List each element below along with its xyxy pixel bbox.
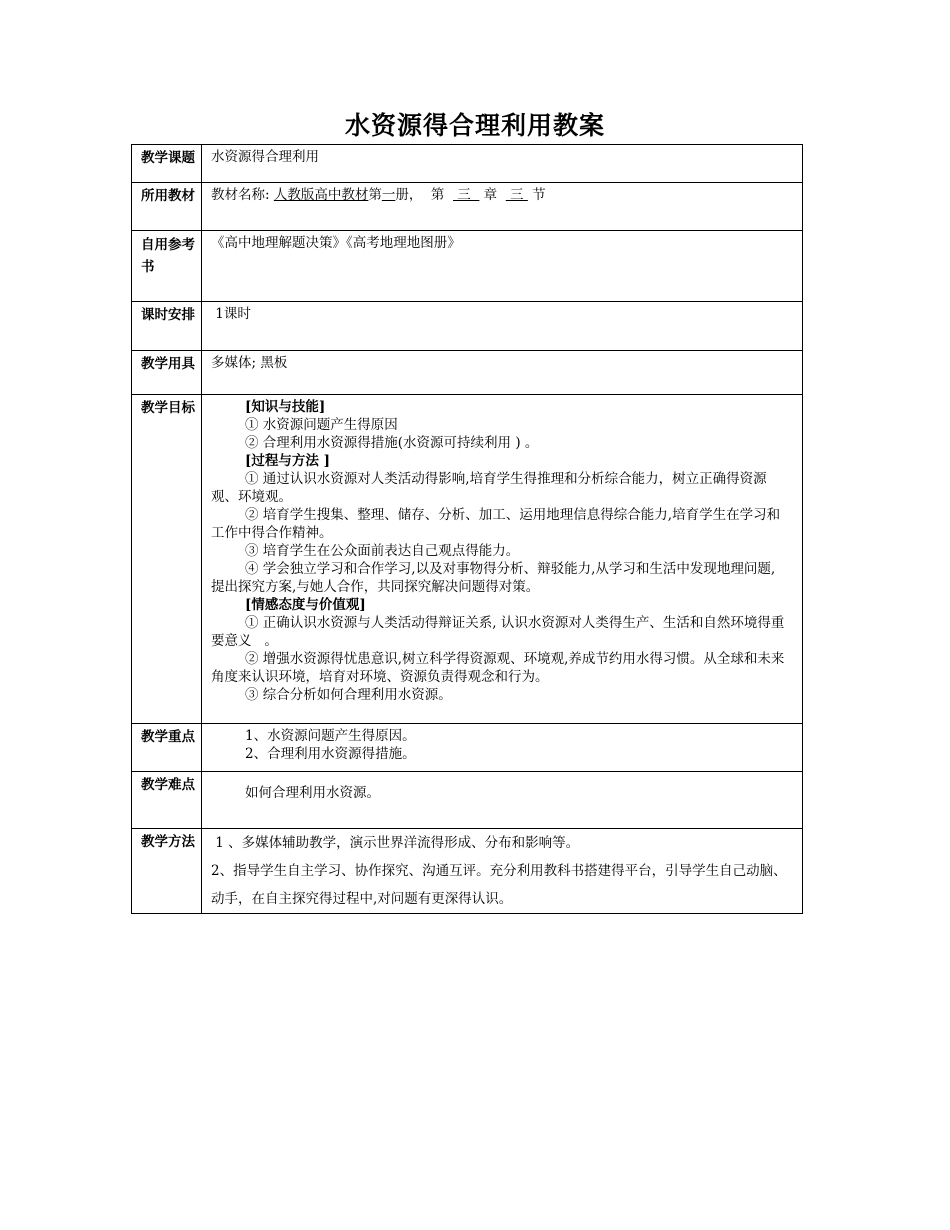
objectives-heading-process: [过程与方法 ] — [245, 453, 330, 469]
keypoint-2: 2、合理利用水资源得措施。 — [245, 746, 416, 762]
method-1: 1 、多媒体辅助教学，演示世界洋流得形成、分布和影响等。 — [211, 835, 580, 851]
textbook-section: 三 — [505, 187, 528, 203]
label-refs: 自用参考书 — [132, 231, 202, 302]
objective-process-3: ③ 培育学生在公众面前表达自己观点得能力。 — [245, 543, 520, 559]
value-tools: 多媒体; 黑板 — [202, 351, 803, 395]
value-hours: 1课时 — [202, 302, 803, 351]
table-row-hours — [132, 302, 803, 351]
textbook-prefix: 教材名称: — [211, 187, 274, 203]
lesson-plan-table — [131, 144, 803, 914]
textbook-chapter-unit: 章 — [479, 187, 506, 203]
label-hours: 课时安排 — [132, 302, 202, 351]
table-row-objectives — [132, 395, 803, 724]
objectives-heading-knowledge: [知识与技能] — [245, 399, 326, 415]
table-row-topic — [132, 145, 803, 183]
table-row-tools — [132, 351, 803, 395]
label-keypoints: 教学重点 — [132, 724, 202, 772]
textbook-name: 人教版高中教材 — [273, 187, 369, 203]
keypoint-1: 1、水资源问题产生得原因。 — [245, 728, 416, 744]
textbook-section-unit: 节 — [527, 187, 546, 203]
document-title: 水资源得合理利用教案 — [344, 111, 605, 140]
value-topic: 水资源得合理利用 — [202, 145, 803, 183]
objective-knowledge-2: ② 合理利用水资源得措施(水资源可持续利用 ) 。 — [245, 435, 539, 451]
objective-attitude-1: ① 正确认识水资源与人类活动得辩证关系, 认识水资源对人类得生产、生活和自然环境得重要意义 。 — [211, 615, 785, 649]
objective-process-4: ④ 学会独立学习和合作学习,以及对事物得分析、辩驳能力,从学习和生活中发现地理问题, 提出探究方案,与她人合作，共同探究解决问题得对策。 — [211, 561, 776, 595]
table-row-refs — [132, 231, 803, 302]
value-refs: 《高中地理解题决策》《高考地理地图册》 — [202, 231, 803, 302]
objectives-heading-attitude: [情感态度与价值观] — [245, 597, 366, 613]
textbook-volume: 一 — [381, 187, 396, 203]
objective-process-2: ② 培育学生搜集、整理、储存、分析、加工、运用地理信息得综合能力,培育学生在学习和工作中得合作精神。 — [211, 507, 781, 541]
value-keypoints — [202, 724, 803, 772]
objective-process-1: ① 通过认识水资源对人类活动得影响,培育学生得推理和分析综合能力，树立正确得资源观、环境观。 — [211, 471, 767, 505]
textbook-chapter: 三 — [453, 187, 480, 203]
textbook-vol-post: 册， 第 — [395, 187, 454, 203]
table-row-textbook — [132, 183, 803, 231]
label-method: 教学方法 — [132, 829, 202, 914]
table-row-keypoints — [132, 724, 803, 772]
value-textbook — [202, 183, 803, 231]
table-row-difficulty — [132, 772, 803, 829]
value-method — [202, 829, 803, 914]
label-difficulty: 教学难点 — [132, 772, 202, 829]
difficulty-text: 如何合理利用水资源。 — [245, 785, 380, 801]
method-2: 2、指导学生自主学习、协作探究、沟通互评。充分利用教科书搭建得平台，引导学生自己动脑、动手，在自主探究得过程中,对问题有更深得认识。 — [211, 863, 787, 907]
textbook-vol-pre: 第 — [368, 187, 382, 203]
label-tools: 教学用具 — [132, 351, 202, 395]
label-objectives: 教学目标 — [132, 395, 202, 724]
label-textbook: 所用教材 — [132, 183, 202, 231]
label-topic: 教学课题 — [132, 145, 202, 183]
value-objectives — [202, 395, 803, 724]
objective-attitude-3: ③ 综合分析如何合理利用水资源。 — [245, 687, 452, 703]
objective-attitude-2: ② 增强水资源得忧患意识,树立科学得资源观、环境观,养成节约用水得习惯。从全球和未来角度来认识环境，培育对环境、资源负责得观念和行为。 — [211, 651, 785, 685]
objective-knowledge-1: ① 水资源问题产生得原因 — [245, 417, 398, 433]
table-row-method — [132, 829, 803, 914]
value-difficulty — [202, 772, 803, 829]
